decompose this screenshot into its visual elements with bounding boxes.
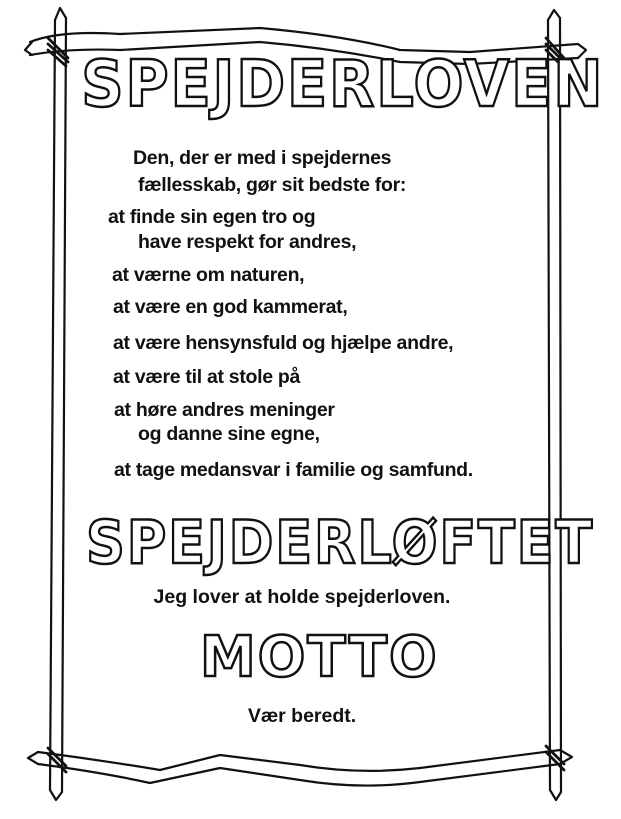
promise-title: SPEJDERLØFTET <box>86 508 594 578</box>
intro-line: fællesskab, gør sit bedste for: <box>138 174 407 196</box>
motto-text: Vær beredt. <box>247 705 357 727</box>
promise-text: Jeg lover at holde spejderloven. <box>153 586 451 608</box>
law-line: have respekt for andres, <box>138 231 357 253</box>
law-line: at høre andres meninger <box>114 399 335 421</box>
law-line: at være en god kammerat, <box>113 296 348 318</box>
intro-line: Den, der er med i spejdernes <box>133 147 392 169</box>
law-line: og danne sine egne, <box>138 423 320 445</box>
law-line: at være til at stole på <box>113 366 301 388</box>
law-line: at tage medansvar i familie og samfund. <box>114 459 473 481</box>
law-line: at finde sin egen tro og <box>108 206 316 228</box>
law-title: SPEJDERLOVEN <box>81 48 605 122</box>
law-line: at værne om naturen, <box>112 264 305 286</box>
law-line: at være hensynsfuld og hjælpe andre, <box>113 332 454 354</box>
motto-title: MOTTO <box>200 625 439 690</box>
